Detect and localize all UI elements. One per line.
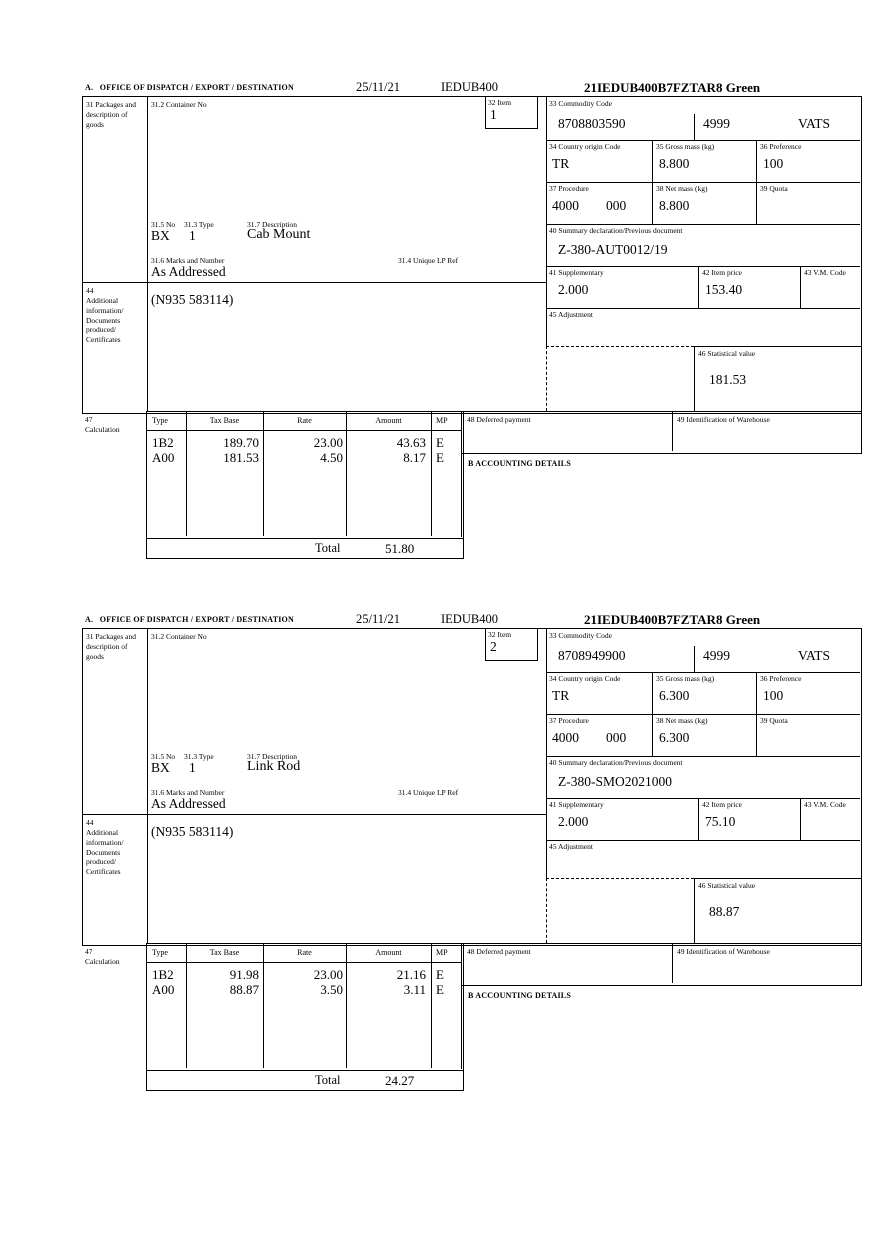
additional-info-label: Additional information/ Documents produced/ Certificates xyxy=(86,296,124,344)
divider xyxy=(83,814,546,815)
divider xyxy=(431,944,432,1068)
total-label: Total xyxy=(315,541,341,555)
additional-info-value: (N935 583114) xyxy=(151,824,234,839)
statistical-value: 181.53 xyxy=(709,372,747,387)
tax-row-rate: 23.00 xyxy=(313,967,343,982)
tax-row-mp: E xyxy=(436,435,444,450)
commodity-code-value: 8708949900 xyxy=(558,648,626,663)
quota-cell xyxy=(756,182,861,224)
item-price-cell xyxy=(698,798,801,840)
net-mass-cell xyxy=(652,714,757,756)
tax-row-rate: 4.50 xyxy=(320,450,343,465)
tax-row-amount: 8.17 xyxy=(403,450,426,465)
tax-row-mp: E xyxy=(436,967,444,982)
item-number-value: 2 xyxy=(490,639,497,654)
divider xyxy=(672,944,673,983)
marks-label: 31.6 Marks and Number xyxy=(151,256,225,265)
divider xyxy=(186,412,187,536)
col-mp-header: MP xyxy=(436,948,448,957)
supplementary-value: 2.000 xyxy=(558,814,589,829)
col-amount-header: Amount xyxy=(375,948,402,957)
quota-cell xyxy=(756,714,861,756)
commodity-code-value: 8708803590 xyxy=(558,116,626,131)
package-type-label: 31.3 Type xyxy=(184,220,214,229)
package-no-label: 31.5 No xyxy=(151,220,176,229)
preference-cell xyxy=(756,140,861,182)
gross-mass-cell xyxy=(652,140,757,182)
procedure-secondary-value: 000 xyxy=(606,730,627,745)
calculation-table-header xyxy=(147,944,461,963)
gross-mass-label: 35 Gross mass (kg) xyxy=(656,674,715,683)
net-mass-label: 38 Net mass (kg) xyxy=(656,184,708,193)
adjustment-box xyxy=(546,308,860,346)
procedure-secondary-value: 000 xyxy=(606,198,627,213)
supplementary-label: 41 Supplementary xyxy=(549,268,604,277)
deferred-payment-label: 48 Deferred payment xyxy=(467,415,531,424)
adjustment-label: 45 Adjustment xyxy=(549,310,593,319)
commodity-code-vat-value: VATS xyxy=(798,648,831,663)
accounting-details-label: B ACCOUNTING DETAILS xyxy=(468,991,571,1000)
divider xyxy=(147,97,148,411)
dashed-divider xyxy=(546,878,694,879)
unique-lp-ref-label: 31.4 Unique LP Ref xyxy=(398,788,459,797)
procedure-cell xyxy=(546,714,652,756)
procedure-label: 37 Procedure xyxy=(549,716,589,725)
package-type-value: 1 xyxy=(189,760,196,775)
row-origin-mass-preference xyxy=(546,140,860,183)
col-taxbase-header: Tax Base xyxy=(209,948,240,957)
calculation-label: 47 Calculation xyxy=(85,415,120,434)
divider xyxy=(431,412,432,536)
quota-label: 39 Quota xyxy=(760,716,788,725)
statistical-value-label: 46 Statistical value xyxy=(698,349,756,358)
goods-description-label: 31.7 Description xyxy=(247,220,297,229)
office-of-dispatch-label: A. OFFICE OF DISPATCH / EXPORT / DESTINATION xyxy=(85,615,294,624)
accounting-details-box xyxy=(461,452,861,537)
country-origin-value: TR xyxy=(552,156,570,171)
divider xyxy=(694,114,695,140)
declaration-item-section-2 xyxy=(0,610,882,1112)
calculation-table-header xyxy=(147,412,461,431)
item-price-label: 42 Item price xyxy=(702,268,742,277)
vm-code-label: 43 V.M. Code xyxy=(804,268,846,277)
col-type-header: Type xyxy=(152,948,168,957)
adjustment-box xyxy=(546,840,860,878)
vm-code-cell xyxy=(800,266,861,308)
marks-label: 31.6 Marks and Number xyxy=(151,788,225,797)
package-no-value: BX xyxy=(151,760,170,775)
divider xyxy=(672,412,673,451)
gross-mass-value: 8.800 xyxy=(659,156,690,171)
calculation-table xyxy=(146,943,464,1071)
calculation-table xyxy=(146,411,464,539)
tax-row-base: 91.98 xyxy=(229,967,259,982)
calculation-total-row xyxy=(146,1069,464,1091)
col-taxbase-header: Tax Base xyxy=(209,416,240,425)
item-price-label: 42 Item price xyxy=(702,800,742,809)
goods-item-box xyxy=(82,96,862,414)
supplementary-value: 2.000 xyxy=(558,282,589,297)
package-type-value: 1 xyxy=(189,228,196,243)
procedure-value: 4000 xyxy=(552,198,579,213)
goods-description-value: Link Rod xyxy=(247,759,301,774)
col-rate-header: Rate xyxy=(297,948,312,957)
divider xyxy=(346,412,347,536)
supplementary-cell xyxy=(546,266,698,308)
procedure-label: 37 Procedure xyxy=(549,184,589,193)
procedure-value: 4000 xyxy=(552,730,579,745)
net-mass-value: 6.300 xyxy=(659,730,690,745)
country-origin-cell xyxy=(546,672,652,714)
tax-row-amount: 21.16 xyxy=(396,967,426,982)
row-supplementary-price-vm xyxy=(546,798,860,841)
tax-row-type: 1B2 xyxy=(152,967,174,982)
calculation-total-row xyxy=(146,537,464,559)
supplementary-label: 41 Supplementary xyxy=(549,800,604,809)
deferred-payment-row xyxy=(461,943,862,986)
vm-code-cell xyxy=(800,798,861,840)
additional-info-value: (N935 583114) xyxy=(151,292,234,307)
tax-row-amount: 3.11 xyxy=(403,982,426,997)
marks-value: As Addressed xyxy=(151,264,226,279)
package-no-label: 31.5 No xyxy=(151,752,176,761)
divider xyxy=(263,944,264,1068)
dashed-divider xyxy=(546,346,547,411)
divider xyxy=(346,944,347,1068)
packages-description-label: 31 Packages and description of goods xyxy=(86,100,136,129)
commodity-code-box xyxy=(546,97,860,141)
commodity-code-secondary-value: 4999 xyxy=(703,648,730,663)
tax-row-base: 189.70 xyxy=(223,435,259,450)
quota-label: 39 Quota xyxy=(760,184,788,193)
container-no-label: 31.2 Container No xyxy=(151,632,207,641)
previous-document-box xyxy=(546,224,860,267)
container-no-label: 31.2 Container No xyxy=(151,100,207,109)
tax-row-rate: 23.00 xyxy=(313,435,343,450)
supplementary-cell xyxy=(546,798,698,840)
net-mass-label: 38 Net mass (kg) xyxy=(656,716,708,725)
dashed-divider xyxy=(546,878,547,943)
package-no-value: BX xyxy=(151,228,170,243)
previous-document-label: 40 Summary declaration/Previous document xyxy=(549,758,683,767)
office-code-value: IEDUB400 xyxy=(441,80,498,94)
deferred-payment-row xyxy=(461,411,862,454)
previous-document-label: 40 Summary declaration/Previous document xyxy=(549,226,683,235)
net-mass-value: 8.800 xyxy=(659,198,690,213)
packages-description-label: 31 Packages and description of goods xyxy=(86,632,136,661)
total-value: 24.27 xyxy=(385,1073,415,1088)
divider xyxy=(186,944,187,1068)
accounting-details-box xyxy=(461,984,861,1069)
tax-row-type: A00 xyxy=(152,450,175,465)
net-mass-cell xyxy=(652,182,757,224)
col-type-header: Type xyxy=(152,416,168,425)
calculation-label: 47 Calculation xyxy=(85,947,120,966)
gross-mass-cell xyxy=(652,672,757,714)
procedure-cell xyxy=(546,182,652,224)
preference-value: 100 xyxy=(763,688,784,703)
goods-description-value: Cab Mount xyxy=(247,227,311,242)
row-origin-mass-preference xyxy=(546,672,860,715)
statistical-value: 88.87 xyxy=(709,904,740,919)
item-number-box xyxy=(485,629,538,661)
unique-lp-ref-label: 31.4 Unique LP Ref xyxy=(398,256,459,265)
divider xyxy=(263,412,264,536)
tax-row-base: 181.53 xyxy=(223,450,259,465)
commodity-code-label: 33 Commodity Code xyxy=(549,631,612,640)
country-origin-label: 34 Country origin Code xyxy=(549,674,621,683)
item-number-box xyxy=(485,97,538,129)
gross-mass-value: 6.300 xyxy=(659,688,690,703)
vm-code-label: 43 V.M. Code xyxy=(804,800,846,809)
divider xyxy=(694,646,695,672)
previous-document-value: Z-380-AUT0012/19 xyxy=(558,242,668,257)
previous-document-box xyxy=(546,756,860,799)
goods-item-box xyxy=(82,628,862,946)
col-amount-header: Amount xyxy=(375,416,402,425)
tax-row-mp: E xyxy=(436,982,444,997)
gross-mass-label: 35 Gross mass (kg) xyxy=(656,142,715,151)
tax-row-mp: E xyxy=(436,450,444,465)
statistical-value-label: 46 Statistical value xyxy=(698,881,756,890)
country-origin-cell xyxy=(546,140,652,182)
declaration-reference: 21IEDUB400B7FZTAR8 Green xyxy=(584,80,761,95)
item-price-cell xyxy=(698,266,801,308)
warehouse-id-label: 49 Identification of Warehouse xyxy=(677,415,770,424)
declaration-date: 25/11/21 xyxy=(356,80,400,94)
declaration-reference: 21IEDUB400B7FZTAR8 Green xyxy=(584,612,761,627)
country-origin-label: 34 Country origin Code xyxy=(549,142,621,151)
tax-row-type: A00 xyxy=(152,982,175,997)
accounting-details-label: B ACCOUNTING DETAILS xyxy=(468,459,571,468)
item-price-value: 153.40 xyxy=(705,282,743,297)
office-of-dispatch-label: A. OFFICE OF DISPATCH / EXPORT / DESTINATION xyxy=(85,83,294,92)
total-label: Total xyxy=(315,1073,341,1087)
row-procedure-netmass-quota xyxy=(546,714,860,757)
commodity-code-label: 33 Commodity Code xyxy=(549,99,612,108)
office-code-value: IEDUB400 xyxy=(441,612,498,626)
item-number-label: 32 Item xyxy=(488,630,512,639)
preference-label: 36 Preference xyxy=(760,142,802,151)
declaration-date: 25/11/21 xyxy=(356,612,400,626)
declaration-item-section-1 xyxy=(0,78,882,580)
preference-cell xyxy=(756,672,861,714)
total-value: 51.80 xyxy=(385,541,415,556)
row-procedure-netmass-quota xyxy=(546,182,860,225)
package-type-label: 31.3 Type xyxy=(184,752,214,761)
preference-label: 36 Preference xyxy=(760,674,802,683)
row-supplementary-price-vm xyxy=(546,266,860,309)
commodity-code-vat-value: VATS xyxy=(798,116,831,131)
tax-row-amount: 43.63 xyxy=(396,435,426,450)
col-rate-header: Rate xyxy=(297,416,312,425)
item-number-value: 1 xyxy=(490,107,497,122)
col-mp-header: MP xyxy=(436,416,448,425)
commodity-code-secondary-value: 4999 xyxy=(703,116,730,131)
previous-document-value: Z-380-SMO2021000 xyxy=(558,774,672,789)
commodity-code-box xyxy=(546,629,860,673)
dashed-divider xyxy=(546,346,694,347)
tax-row-rate: 3.50 xyxy=(320,982,343,997)
additional-info-number-label: 44 xyxy=(86,818,94,827)
item-price-value: 75.10 xyxy=(705,814,736,829)
country-origin-value: TR xyxy=(552,688,570,703)
item-number-label: 32 Item xyxy=(488,98,512,107)
tax-row-type: 1B2 xyxy=(152,435,174,450)
divider xyxy=(147,629,148,943)
additional-info-label: Additional information/ Documents produced/ Certificates xyxy=(86,828,124,876)
marks-value: As Addressed xyxy=(151,796,226,811)
tax-row-base: 88.87 xyxy=(229,982,259,997)
divider xyxy=(83,282,546,283)
adjustment-label: 45 Adjustment xyxy=(549,842,593,851)
deferred-payment-label: 48 Deferred payment xyxy=(467,947,531,956)
warehouse-id-label: 49 Identification of Warehouse xyxy=(677,947,770,956)
preference-value: 100 xyxy=(763,156,784,171)
statistical-value-box xyxy=(694,346,861,412)
goods-description-label: 31.7 Description xyxy=(247,752,297,761)
additional-info-number-label: 44 xyxy=(86,286,94,295)
statistical-value-box xyxy=(694,878,861,944)
